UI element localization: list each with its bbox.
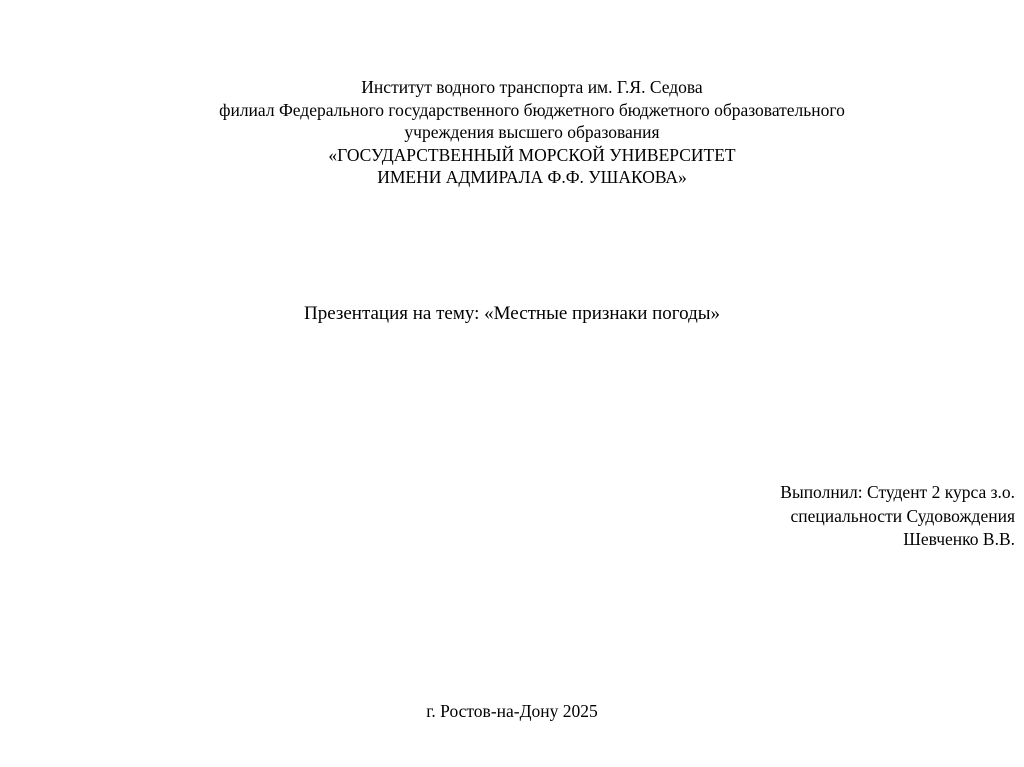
institution-header	[0, 76, 1024, 189]
city-year: г. Ростов-на-Дону 2025	[426, 701, 598, 721]
presentation-title: Презентация на тему: «Местные признаки погоды»	[303, 303, 721, 324]
author-info	[780, 481, 1015, 552]
university-name: «ГОСУДАРСТВЕННЫЙ МОРСКОЙ УНИВЕРСИТЕТ	[328, 144, 736, 165]
institution-name: Институт водного транспорта им. Г.Я. Седова	[361, 77, 703, 97]
author-name: Шевченко В.В.	[903, 529, 1015, 549]
institution-branch: филиал Федерального государственного бюджетного бюджетного образовательного	[219, 99, 845, 120]
author-specialty: специальности Судовождения	[790, 505, 1015, 526]
author-role: Выполнил: Студент 2 курса з.о.	[780, 482, 1015, 502]
institution-type: учреждения высшего образования	[404, 122, 660, 142]
university-name-continued: ИМЕНИ АДМИРАЛА Ф.Ф. УШАКОВА»	[377, 167, 687, 187]
